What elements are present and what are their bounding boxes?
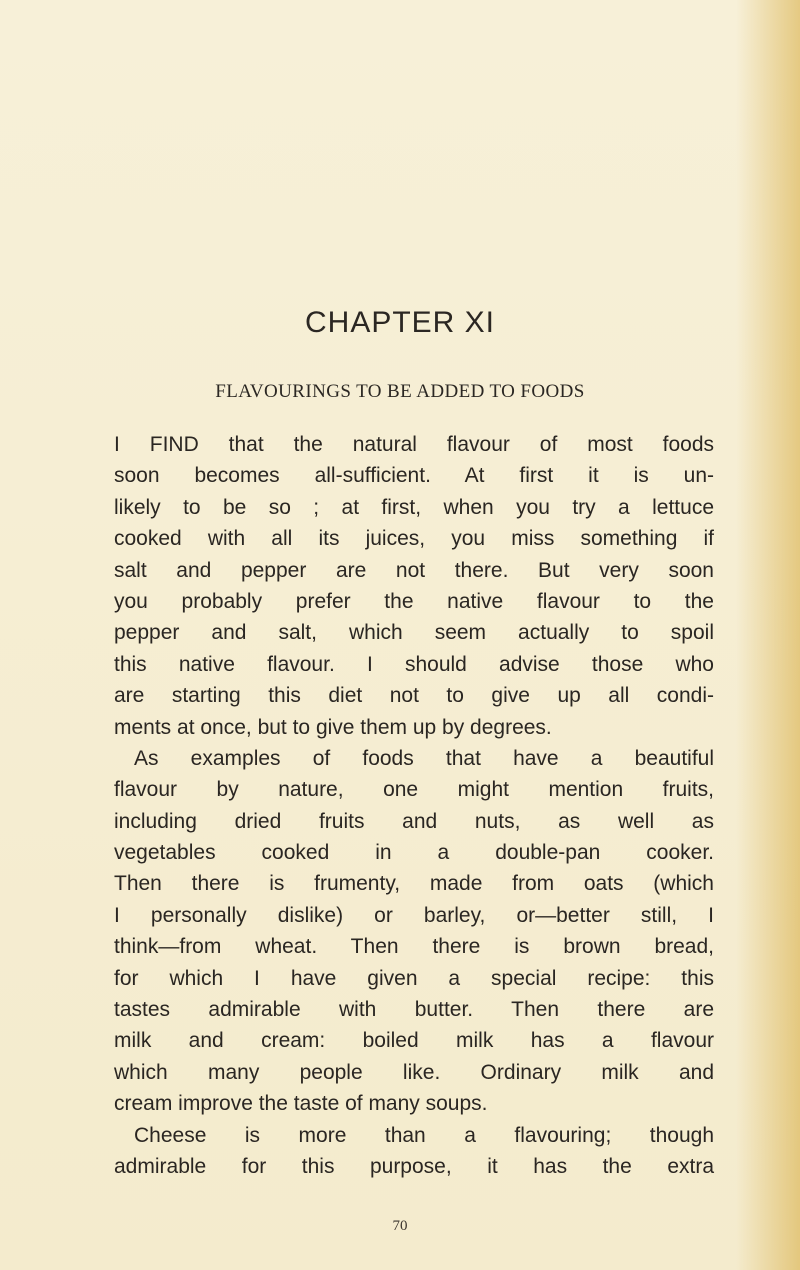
text-line: cooked with all its juices, you miss something if <box>114 527 714 551</box>
text-line: vegetables cooked in a double-pan cooker. <box>114 841 714 865</box>
text-line: which many people like. Ordinary milk and <box>114 1060 714 1084</box>
text-line: As examples of foods that have a beautiful <box>134 746 714 770</box>
text-line: are starting this diet not to give up all condi- <box>114 684 714 708</box>
text-line: cream improve the taste of many soups. <box>114 1092 488 1116</box>
text-line: think—from wheat. Then there is brown bread, <box>114 935 714 959</box>
text-line: soon becomes all-sufficient. At first it is un- <box>114 464 714 488</box>
text-line: salt and pepper are not there. But very soon <box>114 558 714 582</box>
text-line: I FIND that the natural flavour of most foods <box>114 433 714 456</box>
text-line: flavour by nature, one might mention fruits, <box>114 778 714 802</box>
text-line: including dried fruits and nuts, as well as <box>114 809 714 833</box>
text-line: Then there is frumenty, made from oats (which <box>114 872 714 896</box>
chapter-title: FLAVOURINGS TO BE ADDED TO FOODS <box>215 381 585 402</box>
text-line: I personally dislike) or barley, or—better still, I <box>114 903 714 927</box>
text-line: likely to be so ; at first, when you try a lettuce <box>114 495 714 519</box>
text-line: you probably prefer the native flavour to the <box>114 589 714 613</box>
text-line: tastes admirable with butter. Then there are <box>114 998 714 1022</box>
text-line: for which I have given a special recipe: this <box>114 966 714 990</box>
text-line: milk and cream: boiled milk has a flavour <box>114 1029 714 1053</box>
text-line: ments at once, but to give them up by degrees. <box>114 715 552 739</box>
text-line: pepper and salt, which seem actually to spoil <box>114 621 714 645</box>
text-line: admirable for this purpose, it has the extra <box>114 1154 714 1178</box>
body-text <box>114 429 714 1182</box>
chapter-heading: CHAPTER XI <box>304 306 496 339</box>
text-line: this native flavour. I should advise those who <box>114 652 714 676</box>
text-line: Cheese is more than a flavouring; though <box>134 1123 714 1147</box>
page-number: 70 <box>392 1218 408 1234</box>
